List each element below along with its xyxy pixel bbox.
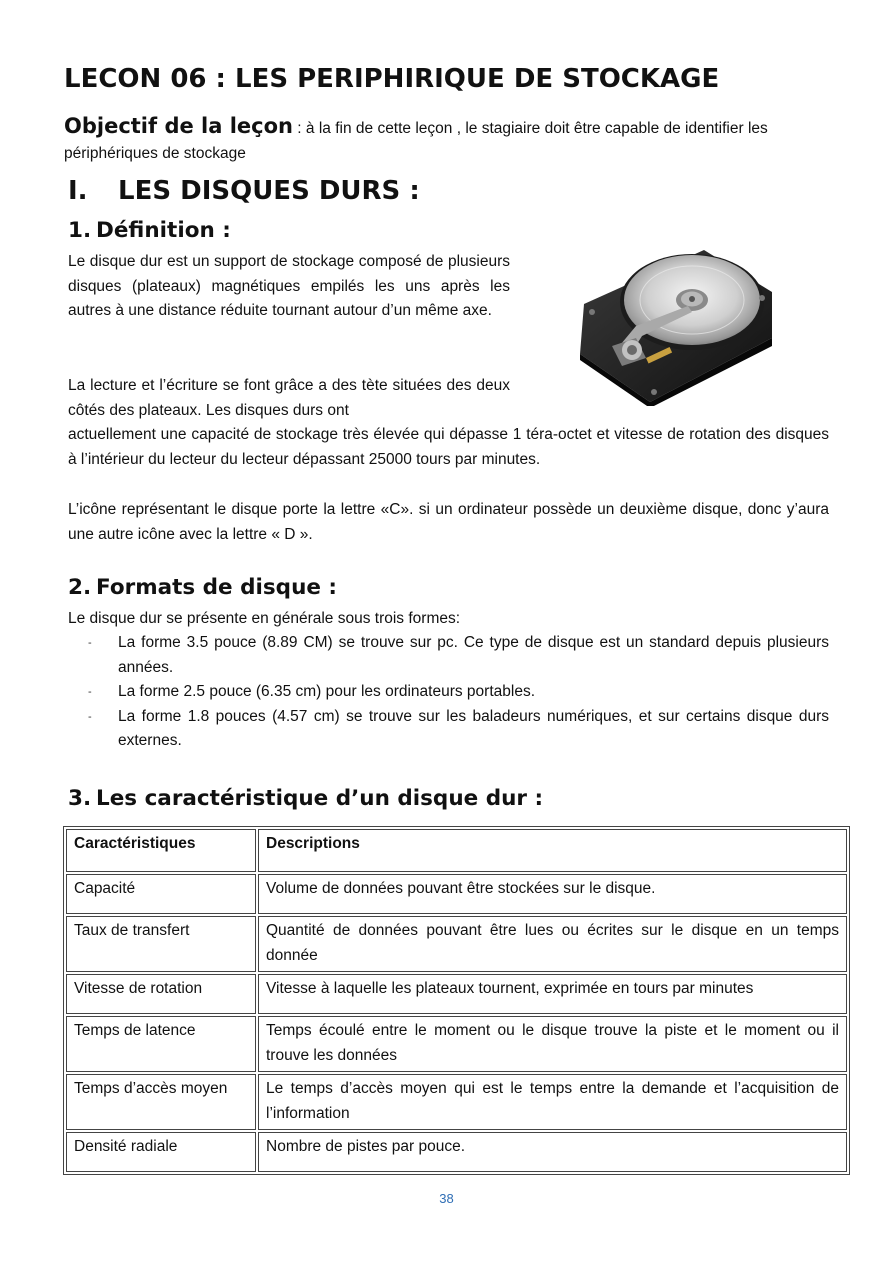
definition-paragraph-2b: actuellement une capacité de stockage très élevée qui dépasse 1 téra-octet et vitesse de rotation des disques à l’intérieur du lecteur du lecteur dépassant 25000 tours par minutes. <box>68 426 829 468</box>
formats-list <box>88 631 829 754</box>
table-row <box>66 1016 847 1072</box>
table-header-cell: Descriptions <box>258 829 847 872</box>
subheading-title: Définition : <box>96 218 231 243</box>
definition-paragraph-3: L’icône représentant le disque porte la lettre «C». si un ordinateur possède un deuxième disque, donc y’aura une autre icône avec la lettre « D ». <box>68 501 829 543</box>
list-item-text: La forme 2.5 pouce (6.35 cm) pour les ordinateurs portables. <box>118 683 536 700</box>
definition-paragraph-2a: La lecture et l’écriture se font grâce a des tète situées des deux côtés des plateaux. Les disques durs ont <box>68 377 510 419</box>
dash-bullet-icon: - <box>88 686 92 698</box>
table-cell: Densité radiale <box>66 1132 256 1172</box>
subheading-characteristics <box>68 786 543 811</box>
subheading-title: Formats de disque : <box>96 575 338 600</box>
list-item-text: La forme 3.5 pouce (8.89 CM) se trouve sur pc. Ce type de disque est un standard depuis plusieurs années. <box>118 634 829 676</box>
table-cell: Temps écoulé entre le moment ou le disque trouve la piste et le moment ou il trouve les données <box>258 1016 847 1072</box>
list-item <box>88 705 829 754</box>
subheading-definition <box>68 218 231 243</box>
table-cell: Nombre de pistes par pouce. <box>258 1132 847 1172</box>
subheading-number: 3. <box>68 786 92 811</box>
definition-paragraph-1: Le disque dur est un support de stockage composé de plusieurs disques (plateaux) magnétiques empilés les uns après les autres à une distance réduite tournant autour d’un même axe. <box>68 253 510 319</box>
table-row <box>66 874 847 914</box>
table-row <box>66 974 847 1014</box>
table-row <box>66 1074 847 1130</box>
table-row <box>66 1132 847 1172</box>
objective-paragraph <box>64 114 834 166</box>
table-row <box>66 916 847 972</box>
dash-bullet-icon: - <box>88 710 92 723</box>
objective-text: : à la fin de cette leçon , le stagiaire doit être capable de identifier les périphériques de stockage <box>64 120 768 162</box>
subheading-title: Les caractéristique d’un disque dur : <box>96 786 544 811</box>
section-title: LES DISQUES DURS : <box>118 176 420 206</box>
lesson-title: LECON 06 : LES PERIPHIRIQUE DE STOCKAGE <box>64 64 720 94</box>
table-cell: Volume de données pouvant être stockées sur le disque. <box>258 874 847 914</box>
table-cell: Temps de latence <box>66 1016 256 1072</box>
characteristics-table <box>63 826 850 1175</box>
section-heading-hard-disks <box>68 176 420 206</box>
hard-disk-image <box>576 246 776 406</box>
table-cell: Temps d’accès moyen <box>66 1074 256 1130</box>
page-number: 38 <box>439 1191 454 1206</box>
table-cell: Taux de transfert <box>66 916 256 972</box>
table-cell: Quantité de données pouvant être lues ou écrites sur le disque en un temps donnée <box>258 916 847 972</box>
table-cell: Vitesse à laquelle les plateaux tournent, exprimée en tours par minutes <box>258 974 847 1014</box>
list-item-text: La forme 1.8 pouces (4.57 cm) se trouve sur les baladeurs numériques, et sur certains disque durs externes. <box>118 707 829 749</box>
subheading-formats <box>68 575 337 600</box>
objective-label: Objectif de la leçon <box>64 114 293 138</box>
table-cell: Capacité <box>66 874 256 914</box>
table-header-row <box>66 829 847 872</box>
formats-intro: Le disque dur se présente en générale sous trois formes: <box>68 610 461 627</box>
table-cell: Le temps d’accès moyen qui est le temps entre la demande et l’acquisition de l’information <box>258 1074 847 1130</box>
table-header-cell: Caractéristiques <box>66 829 256 872</box>
subheading-number: 1. <box>68 218 92 243</box>
subheading-number: 2. <box>68 575 92 600</box>
dash-bullet-icon: - <box>88 637 92 649</box>
list-item <box>88 631 829 680</box>
list-item <box>88 680 829 705</box>
section-number: I. <box>68 176 88 206</box>
table-cell: Vitesse de rotation <box>66 974 256 1014</box>
